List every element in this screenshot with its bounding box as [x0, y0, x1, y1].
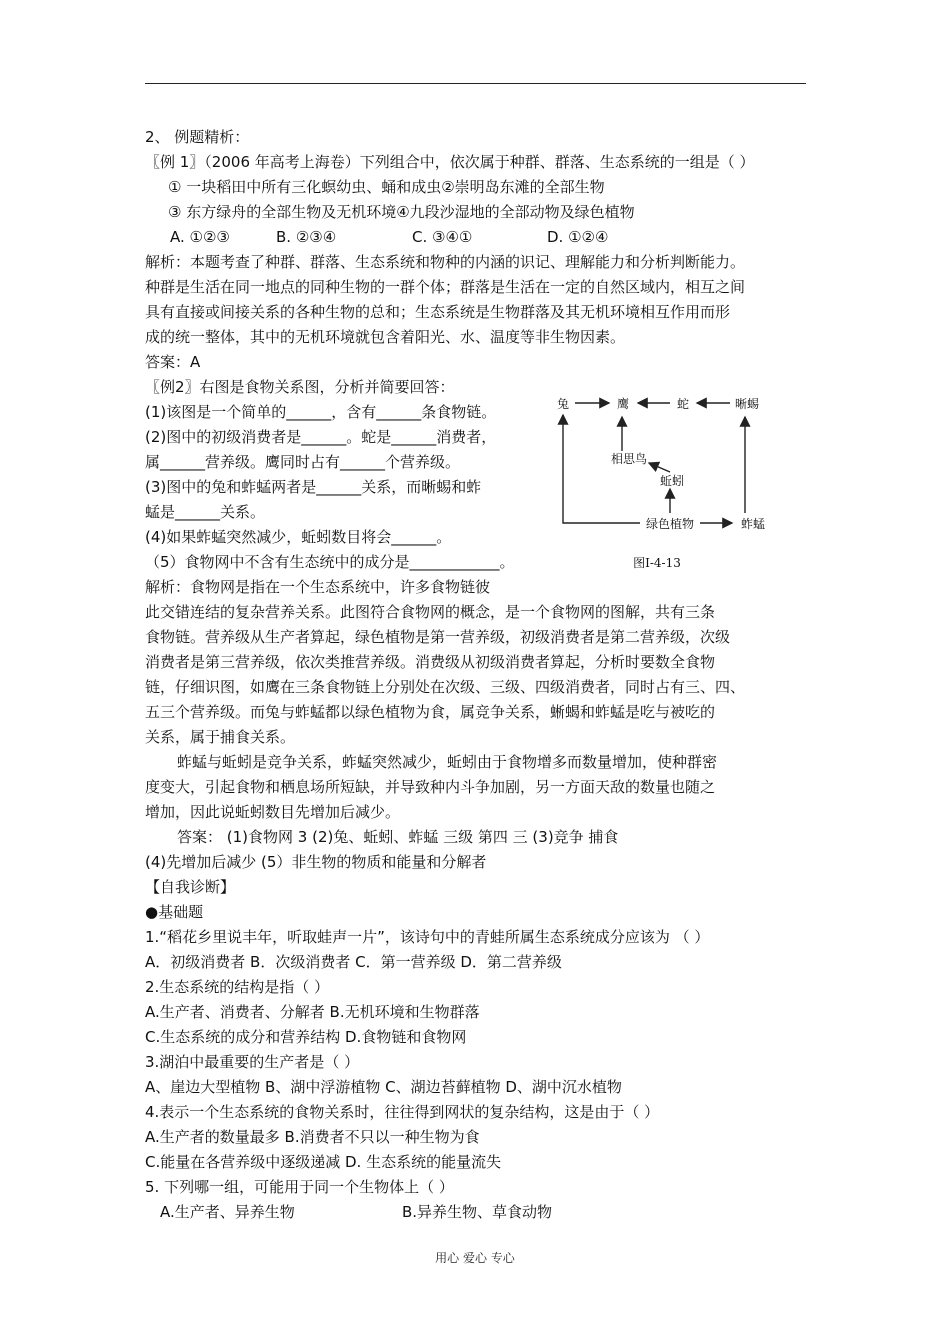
- example2-answer-line-2: (4)先增加后减少 (5）非生物的物质和能量和分解者: [145, 853, 487, 871]
- diagram-caption: 图Ⅰ-4-13: [633, 556, 681, 570]
- example2-subquestion: (3)图中的兔和蚱蜢两者是______关系，而晰蜴和蚱: [145, 478, 482, 496]
- example2-analysis-line: 关系，属于捕食关系。: [145, 728, 296, 746]
- example2-analysis-line: 度变大，引起食物和栖息场所短缺，并导致种内斗争加剧，另一方面天敌的数量也随之: [145, 778, 716, 796]
- question-4: 4.表示一个生态系统的食物关系时，往往得到网状的复杂结构，这是由于（ ）: [145, 1103, 660, 1121]
- example2-analysis-line: 增加，因此说蚯蚓数目先增加后减少。: [145, 803, 401, 821]
- node-grasshopper: 蚱蜢: [740, 517, 766, 531]
- node-worm: 蚯蚓: [659, 474, 685, 488]
- example2-answer-line-1: 答案： (1)食物网 3 (2)兔、蚯蚓、蚱蜢 三级 第四 三 (3)竞争 捕食: [177, 828, 619, 846]
- example1-choice-b: B. ②③④: [276, 228, 337, 246]
- node-plant: 绿色植物: [645, 517, 695, 531]
- example2-subquestion: 蜢是______关系。: [145, 503, 266, 521]
- node-snake: 蛇: [676, 397, 690, 411]
- node-lizard: 晰蜴: [734, 397, 760, 411]
- header-rule: [145, 83, 806, 84]
- question-2-options-b: C.生态系统的成分和营养结构 D.食物链和食物网: [145, 1028, 467, 1046]
- node-rabbit: 兔: [556, 397, 570, 411]
- example2-subquestion: (2)图中的初级消费者是______。蛇是______消费者，: [145, 428, 497, 446]
- example2-analysis-line: 消费者是第三营养级，依次类推营养级。消费级从初级消费者算起，分析时要数全食物: [145, 653, 716, 671]
- example1-choice-d: D. ①②④: [547, 228, 609, 246]
- question-4-options-b: C.能量在各营养级中逐级递减 D. 生态系统的能量流失: [145, 1153, 502, 1171]
- question-3-options: A、崖边大型植物 B、湖中浮游植物 C、湖边苔藓植物 D、湖中沉水植物: [145, 1078, 622, 1096]
- example1-analysis-line: 解析：本题考查了种群、群落、生态系统和物种的内涵的识记、理解能力和分析判断能力。: [145, 253, 746, 271]
- question-5-option-a: A.生产者、异养生物: [160, 1203, 295, 1221]
- example2-subquestion: (4)如果蚱蜢突然减少，蚯蚓数目将会______。: [145, 528, 452, 546]
- question-1: 1.“稻花乡里说丰年，听取蛙声一片”，该诗句中的青蛙所属生态系统成分应该为 （ ）: [145, 928, 710, 946]
- example2-analysis-line: 解析：食物网是指在一个生态系统中，许多食物链彼: [145, 578, 491, 596]
- example1-option-line-2: ③ 东方绿舟的全部生物及无机环境④九段沙湿地的全部动物及绿色植物: [168, 203, 635, 221]
- example1-question: 〖例 1〗（2006 年高考上海卷）下列组合中，依次属于种群、群落、生态系统的一组是（ ）: [145, 153, 755, 171]
- food-web-diagram: [545, 385, 805, 580]
- example1-analysis-line: 具有直接或间接关系的各种生物的总和；生态系统是生物群落及其无机环境相互作用而形: [145, 303, 731, 321]
- example1-analysis-line: 种群是生活在同一地点的同种生物的一群个体；群落是生活在一定的自然区域内，相互之间: [145, 278, 746, 296]
- example2-question: 〖例2〗右图是食物关系图，分析并简要回答：: [145, 378, 455, 396]
- section-heading: 2、 例题精析：: [145, 128, 250, 146]
- question-5: 5. 下列哪一组，可能用于同一个生物体上（ ）: [145, 1178, 454, 1196]
- arrow-plant-to-rabbit: [563, 415, 640, 523]
- arrow-worm-to-bird: [649, 463, 670, 472]
- question-2-options-a: A.生产者、消费者、分解者 B.无机环境和生物群落: [145, 1003, 480, 1021]
- example2-analysis-line: 食物链。营养级从生产者算起，绿色植物是第一营养级，初级消费者是第二营养级，次级: [145, 628, 731, 646]
- example1-analysis-line: 成的统一整体，其中的无机环境就包含着阳光、水、温度等非生物因素。: [145, 328, 626, 346]
- page-footer: 用心 爱心 专心: [435, 1251, 515, 1265]
- question-3: 3.湖泊中最重要的生产者是（ ）: [145, 1053, 360, 1071]
- question-1-options: A．初级消费者 B．次级消费者 C．第一营养级 D．第二营养级: [145, 953, 562, 971]
- example2-analysis-line: 链，仔细识图，如鹰在三条食物链上分别处在次级、三级、四级消费者，同时占有三、四、: [145, 678, 746, 696]
- example1-choice-a: A. ①②③: [170, 228, 230, 246]
- example2-subquestion: （5）食物网中不含有生态统中的成分是____________。: [145, 553, 515, 571]
- example1-option-line-1: ① 一块稻田中所有三化螟幼虫、蛹和成虫②崇明岛东滩的全部生物: [168, 178, 605, 196]
- question-2: 2.生态系统的结构是指（ ）: [145, 978, 330, 996]
- example2-analysis-line: 五三个营养级。而兔与蚱蜢都以绿色植物为食，属竞争关系，蜥蝎和蚱蜢是吃与被吃的: [145, 703, 716, 721]
- example2-subquestion: (1)该图是一个简单的______，含有______条食物链。: [145, 403, 497, 421]
- question-4-options-a: A.生产者的数量最多 B.消费者不只以一种生物为食: [145, 1128, 480, 1146]
- example2-subquestion: 属______营养级。鹰同时占有______个营养级。: [145, 453, 461, 471]
- self-diagnosis-title: 【自我诊断】: [145, 878, 236, 896]
- example2-analysis-line: 此交错连结的复杂营养关系。此图符合食物网的概念，是一个食物网的图解，共有三条: [145, 603, 716, 621]
- example2-analysis-line: 蚱蜢与蚯蚓是竞争关系，蚱蜢突然减少，蚯蚓由于食物增多而数量增加，使种群密: [177, 753, 718, 771]
- example1-answer: 答案：A: [145, 353, 201, 371]
- node-bird: 相思鸟: [610, 452, 648, 466]
- question-5-option-b: B.异养生物、草食动物: [402, 1203, 553, 1221]
- basic-heading: ●基础题: [145, 903, 204, 921]
- node-eagle: 鹰: [616, 397, 630, 411]
- example1-choice-c: C. ③④①: [412, 228, 473, 246]
